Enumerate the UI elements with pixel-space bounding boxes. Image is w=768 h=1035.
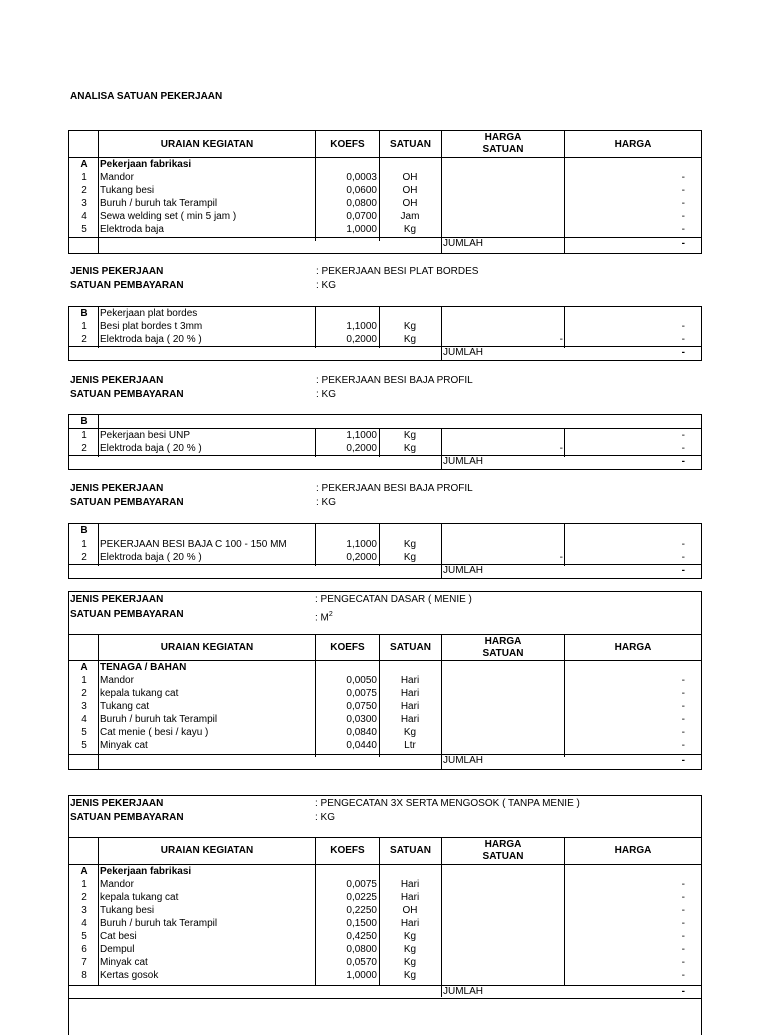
total-row: JUMLAH - xyxy=(443,986,685,997)
total-row: JUMLAH - xyxy=(443,238,685,249)
header-koefs: KOEFS xyxy=(330,642,365,653)
header-harga-satuan-1: HARGA xyxy=(484,636,522,647)
header-satuan: SATUAN xyxy=(390,139,431,150)
total-row: JUMLAH - xyxy=(443,347,685,358)
header-harga-satuan-1: HARGA xyxy=(484,839,522,850)
table-row: 5 Cat besi 0,4250 Kg - xyxy=(81,931,685,942)
table-1 xyxy=(68,130,702,254)
table-4 xyxy=(68,523,702,579)
table-row: 7 Minyak cat 0,0570 Kg - xyxy=(81,957,685,968)
section-row: B xyxy=(80,525,88,536)
header-satuan: SATUAN xyxy=(390,642,431,653)
table-row: 8 Kertas gosok 1,0000 Kg - xyxy=(81,970,685,981)
page-title: ANALISA SATUAN PEKERJAAN xyxy=(70,91,223,102)
table-row: 2 Elektroda baja ( 20 % ) 0,2000 Kg - - xyxy=(81,552,685,563)
satuan-superscript: 2 xyxy=(328,611,333,618)
table-3 xyxy=(68,414,702,470)
job-info-2: JENIS PEKERJAAN : PEKERJAAN BESI PLAT BORDES SATUAN PEMBAYARAN : KG xyxy=(70,266,479,291)
table-row: 1 Mandor 0,0050 Hari - xyxy=(81,675,685,686)
table-row: 1 Besi plat bordes t 3mm 1,1000 Kg - xyxy=(81,321,685,332)
header-harga: HARGA xyxy=(614,642,652,653)
header-harga: HARGA xyxy=(614,845,652,856)
section-row: B Pekerjaan plat bordes xyxy=(80,308,198,319)
table-row: 1 Mandor 0,0003 OH - xyxy=(81,172,685,183)
header-harga-satuan-1: HARGA xyxy=(484,132,522,143)
header-harga: HARGA xyxy=(614,139,652,150)
table-row: 2 Elektroda baja ( 20 % ) 0,2000 Kg - - xyxy=(81,443,685,454)
table-row: 2 Elektroda baja ( 20 % ) 0,2000 Kg - - xyxy=(81,334,685,345)
job-info-3: JENIS PEKERJAAN : PEKERJAAN BESI BAJA PROFIL SATUAN PEMBAYARAN : KG xyxy=(70,375,473,400)
total-row: JUMLAH - xyxy=(443,565,685,576)
table-2 xyxy=(68,306,702,361)
header-uraian: URAIAN KEGIATAN xyxy=(160,642,254,653)
section-row: A Pekerjaan fabrikasi xyxy=(80,159,192,170)
table-row: 4 Sewa welding set ( min 5 jam ) 0,0700 Jam - xyxy=(81,211,685,222)
table-row: 2 Tukang besi 0,0600 OH - xyxy=(81,185,685,196)
table-row: 1 Pekerjaan besi UNP 1,1000 Kg - xyxy=(81,430,685,441)
table-row: 2 kepala tukang cat 0,0225 Hari - xyxy=(81,892,685,903)
header-uraian: URAIAN KEGIATAN xyxy=(160,845,254,856)
table-6 xyxy=(68,795,702,1035)
table-row: 2 kepala tukang cat 0,0075 Hari - xyxy=(81,688,685,699)
table-row: 4 Buruh / buruh tak Terampil 0,0300 Hari - xyxy=(81,714,685,725)
header-koefs: KOEFS xyxy=(330,139,365,150)
section-row: B xyxy=(80,416,88,427)
section-row: A TENAGA / BAHAN xyxy=(80,662,187,673)
header-koefs: KOEFS xyxy=(330,845,365,856)
total-row: JUMLAH - xyxy=(443,755,685,766)
table-row: 3 Buruh / buruh tak Terampil 0,0800 OH - xyxy=(81,198,685,209)
job-info-5: JENIS PEKERJAAN : PENGECATAN DASAR ( MENIE ) SATUAN PEMBAYARAN : $M^2$ xyxy=(70,594,472,624)
header-harga-satuan-2: SATUAN xyxy=(482,144,524,155)
table-row: 3 Tukang besi 0,2250 OH - xyxy=(81,905,685,916)
table-row: 6 Dempul 0,0800 Kg - xyxy=(81,944,685,955)
header-harga-satuan-2: SATUAN xyxy=(482,648,524,659)
section-row: A Pekerjaan fabrikasi xyxy=(80,866,192,877)
header-uraian: URAIAN KEGIATAN xyxy=(160,139,254,150)
satuan-value: : M xyxy=(315,612,329,624)
header-satuan: SATUAN xyxy=(390,845,431,856)
table-row: 1 PEKERJAAN BESI BAJA C 100 - 150 MM 1,1000 Kg - xyxy=(81,539,685,550)
table-row: 1 Mandor 0,0075 Hari - xyxy=(81,879,685,890)
table-row: 5 Elektroda baja 1,0000 Kg - xyxy=(81,224,685,235)
table-row: 5 Minyak cat 0,0440 Ltr - xyxy=(81,740,685,751)
table-row: 3 Tukang cat 0,0750 Hari - xyxy=(81,701,685,712)
total-row: JUMLAH - xyxy=(443,456,685,467)
table-row: 5 Cat menie ( besi / kayu ) 0,0840 Kg - xyxy=(81,727,685,738)
table-5 xyxy=(68,591,702,770)
table-row: 4 Buruh / buruh tak Terampil 0,1500 Hari - xyxy=(81,918,685,929)
job-info-6: JENIS PEKERJAAN : PENGECATAN 3X SERTA MENGOSOK ( TANPA MENIE ) SATUAN PEMBAYARAN : KG xyxy=(70,798,580,823)
header-harga-satuan-2: SATUAN xyxy=(482,851,524,862)
job-info-4: JENIS PEKERJAAN : PEKERJAAN BESI BAJA PROFIL SATUAN PEMBAYARAN : KG xyxy=(70,483,473,508)
